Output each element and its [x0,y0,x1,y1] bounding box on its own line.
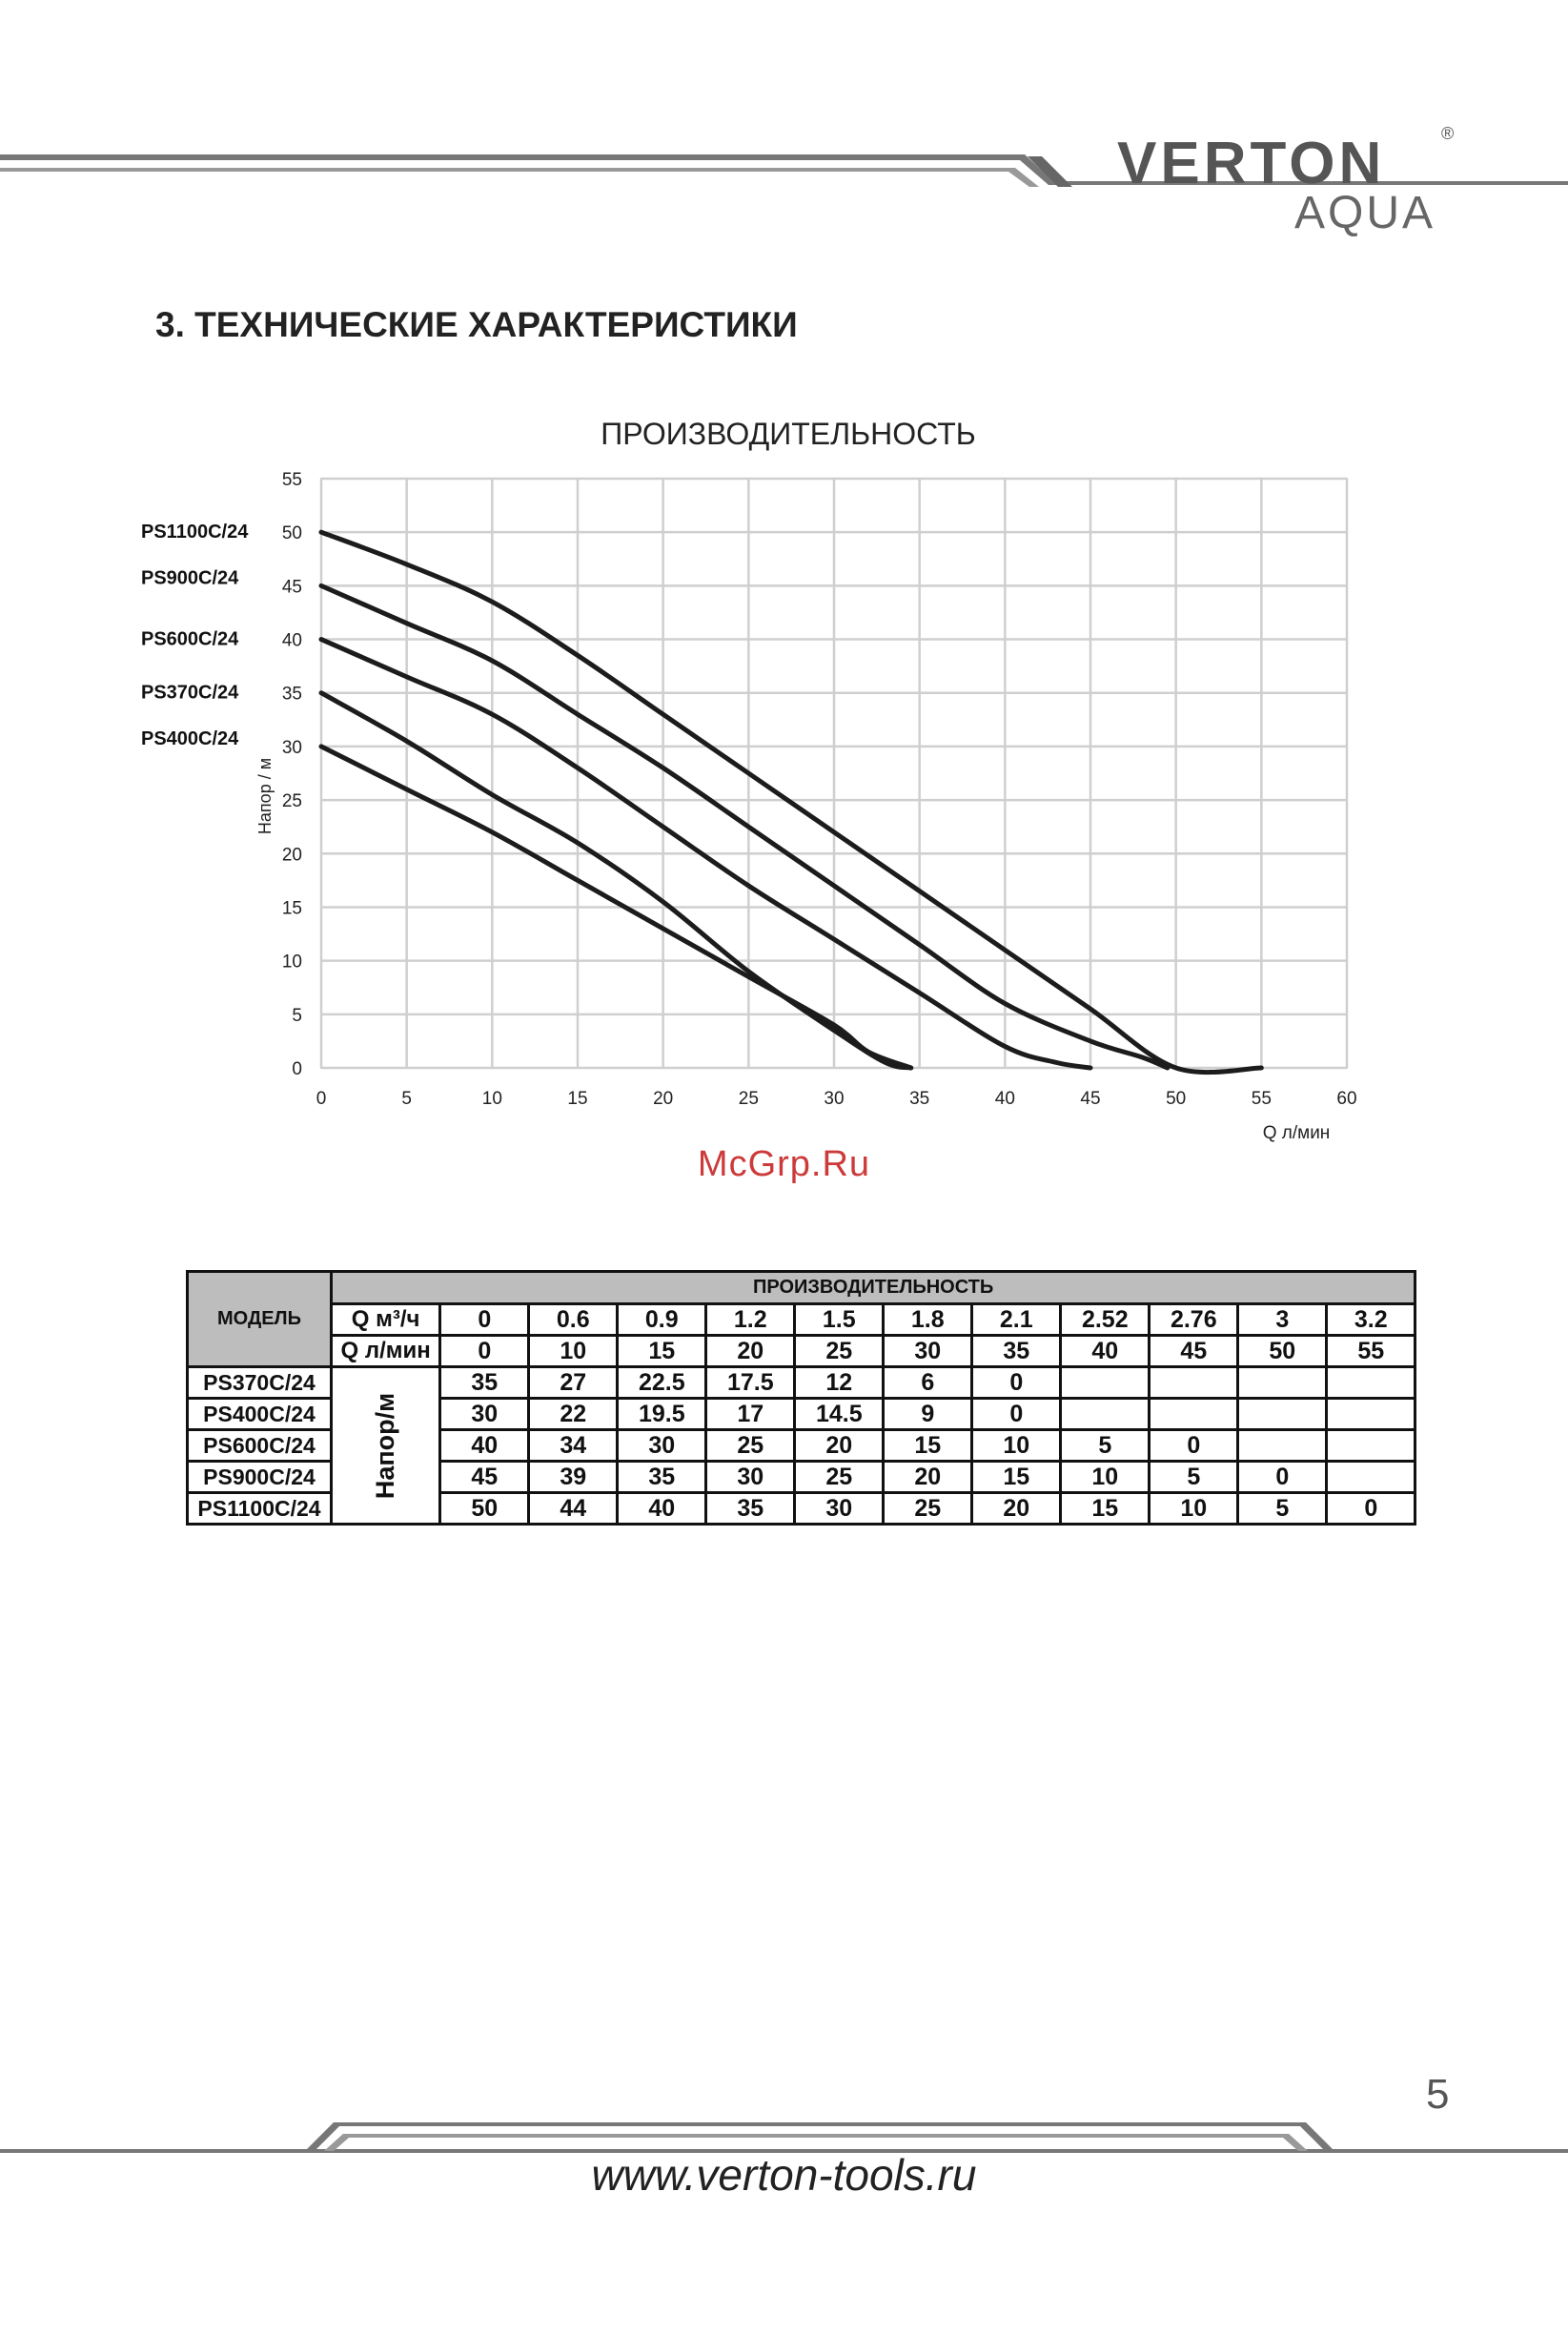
q-m3-cell: 1.5 [795,1304,884,1336]
head-value-cell: 17.5 [706,1367,795,1399]
q-lmin-cell: 45 [1150,1336,1238,1367]
head-value-cell: 45 [440,1462,529,1493]
y-tick-label: 20 [281,845,302,866]
head-value-cell: 10 [972,1430,1061,1462]
head-value-cell: 14.5 [795,1399,884,1430]
registered-mark: ® [1441,124,1455,143]
table-row [188,1367,1415,1399]
head-value-cell: 35 [618,1462,706,1493]
q-lmin-cell: 50 [1238,1336,1327,1367]
q-lmin-cell: 20 [706,1336,795,1367]
head-value-cell [1327,1462,1415,1493]
x-tick-label: 5 [401,1089,412,1109]
series-label: PS370C/24 [141,682,239,704]
head-value-cell: 30 [618,1430,706,1462]
q-lmin-cell: 40 [1061,1336,1150,1367]
head-value-cell [1327,1367,1415,1399]
y-tick-label: 55 [281,470,302,490]
watermark: McGrp.Ru [697,1144,871,1184]
head-value-cell: 0 [972,1367,1061,1399]
model-name-cell: PS1100C/24 [188,1493,332,1525]
q-lmin-cell: 15 [618,1336,706,1367]
model-name-cell: PS600C/24 [188,1430,332,1462]
head-value-cell: 30 [706,1462,795,1493]
q-lmin-cell: 35 [972,1336,1061,1367]
page-number: 5 [1426,2071,1450,2118]
head-value-cell: 22.5 [618,1367,706,1399]
head-value-cell [1238,1430,1327,1462]
q-m3-cell: 1.8 [884,1304,972,1336]
head-value-cell: 15 [884,1430,972,1462]
head-value-cell: 25 [795,1462,884,1493]
y-tick-label: 5 [292,1005,302,1026]
x-axis-label: Q л/мин [1262,1123,1331,1143]
y-tick-label: 35 [281,684,302,705]
y-tick-label: 50 [281,523,302,544]
head-value-cell: 5 [1238,1493,1327,1525]
head-value-cell: 25 [884,1493,972,1525]
head-value-cell: 5 [1061,1430,1150,1462]
q-m3-cell: 1.2 [706,1304,795,1336]
head-value-cell: 19.5 [618,1399,706,1430]
performance-chart [0,410,1568,1163]
x-tick-label: 55 [1251,1089,1272,1109]
head-value-cell: 0 [972,1399,1061,1430]
x-tick-label: 20 [653,1089,674,1109]
head-value-cell: 17 [706,1399,795,1430]
model-name-cell: PS370C/24 [188,1367,332,1399]
head-label: Напор/м [371,1392,400,1499]
head-value-cell: 6 [884,1367,972,1399]
q-lmin-cell: 0 [440,1336,529,1367]
model-header: МОДЕЛЬ [188,1272,332,1367]
head-value-cell: 15 [1061,1493,1150,1525]
footer-stripes [0,2107,1568,2155]
x-tick-label: 10 [481,1089,502,1109]
head-value-cell: 5 [1150,1462,1238,1493]
head-value-cell: 22 [529,1399,618,1430]
model-name-cell: PS400C/24 [188,1399,332,1430]
x-tick-label: 15 [567,1089,588,1109]
head-value-cell: 44 [529,1493,618,1525]
model-name-cell: PS900C/24 [188,1462,332,1493]
head-value-cell [1327,1399,1415,1430]
y-tick-label: 25 [281,791,302,812]
head-value-cell: 0 [1327,1493,1415,1525]
head-value-cell: 34 [529,1430,618,1462]
head-value-cell: 35 [440,1367,529,1399]
chart-title: ПРОИЗВОДИТЕЛЬНОСТЬ [601,417,976,451]
head-value-cell: 0 [1150,1430,1238,1462]
q-lmin-cell: 55 [1327,1336,1415,1367]
x-tick-label: 50 [1166,1089,1187,1109]
q-m3-cell: 0.6 [529,1304,618,1336]
brand-logo: VERTON [1117,131,1386,196]
y-tick-label: 15 [281,898,302,919]
performance-table [186,1270,1416,1526]
head-value-cell: 35 [706,1493,795,1525]
y-tick-label: 10 [281,952,302,973]
series-label: PS1100C/24 [141,522,249,543]
q-m3-cell: 3 [1238,1304,1327,1336]
q-m3-cell: 2.1 [972,1304,1061,1336]
head-value-cell [1238,1399,1327,1430]
head-label-cell [332,1367,440,1525]
q-lmin-label: Q л/мин [332,1336,440,1367]
website-url: www.verton-tools.ru [591,2150,977,2200]
series-label: PS600C/24 [141,628,239,650]
chart-series-labels [141,522,249,749]
head-value-cell: 0 [1238,1462,1327,1493]
head-value-cell: 15 [972,1462,1061,1493]
head-value-cell: 30 [440,1399,529,1430]
x-tick-label: 30 [824,1089,845,1109]
x-tick-label: 35 [909,1089,930,1109]
series-label: PS900C/24 [141,567,239,589]
head-value-cell: 9 [884,1399,972,1430]
table-title: ПРОИЗВОДИТЕЛЬНОСТЬ [332,1272,1415,1304]
q-m3-cell: 2.76 [1150,1304,1238,1336]
head-value-cell: 20 [972,1493,1061,1525]
head-value-cell [1061,1399,1150,1430]
head-value-cell: 39 [529,1462,618,1493]
q-m3-cell: 0 [440,1304,529,1336]
head-value-cell: 10 [1061,1462,1150,1493]
q-m3-cell: 0.9 [618,1304,706,1336]
head-value-cell: 40 [618,1493,706,1525]
x-tick-label: 40 [994,1089,1015,1109]
head-value-cell [1150,1399,1238,1430]
brand-sub-logo: AQUA [1294,188,1436,238]
y-tick-label: 30 [281,737,302,758]
q-m3-cell: 3.2 [1327,1304,1415,1336]
head-value-cell [1061,1367,1150,1399]
q-m3-cell: 2.52 [1061,1304,1150,1336]
series-label: PS400C/24 [141,727,239,749]
section-title: 3. ТЕХНИЧЕСКИЕ ХАРАКТЕРИСТИКИ [155,305,798,344]
head-value-cell: 50 [440,1493,529,1525]
y-axis-label: Напор / м [255,757,275,835]
x-tick-label: 25 [738,1089,759,1109]
y-tick-label: 45 [281,577,302,598]
head-value-cell: 10 [1150,1493,1238,1525]
head-value-cell: 40 [440,1430,529,1462]
head-value-cell [1150,1367,1238,1399]
head-value-cell: 20 [795,1430,884,1462]
head-value-cell: 27 [529,1367,618,1399]
head-value-cell: 30 [795,1493,884,1525]
y-tick-label: 40 [281,630,302,651]
y-tick-label: 0 [292,1059,302,1079]
head-value-cell: 20 [884,1462,972,1493]
q-lmin-cell: 25 [795,1336,884,1367]
chart-grid [321,479,1347,1068]
head-value-cell [1327,1430,1415,1462]
q-lmin-cell: 10 [529,1336,618,1367]
x-tick-label: 0 [316,1089,327,1109]
x-tick-label: 45 [1080,1089,1101,1109]
q-m3-label: Q м³/ч [332,1304,440,1336]
head-value-cell [1238,1367,1327,1399]
head-value-cell: 12 [795,1367,884,1399]
q-lmin-cell: 30 [884,1336,972,1367]
head-value-cell: 25 [706,1430,795,1462]
x-tick-label: 60 [1336,1089,1357,1109]
